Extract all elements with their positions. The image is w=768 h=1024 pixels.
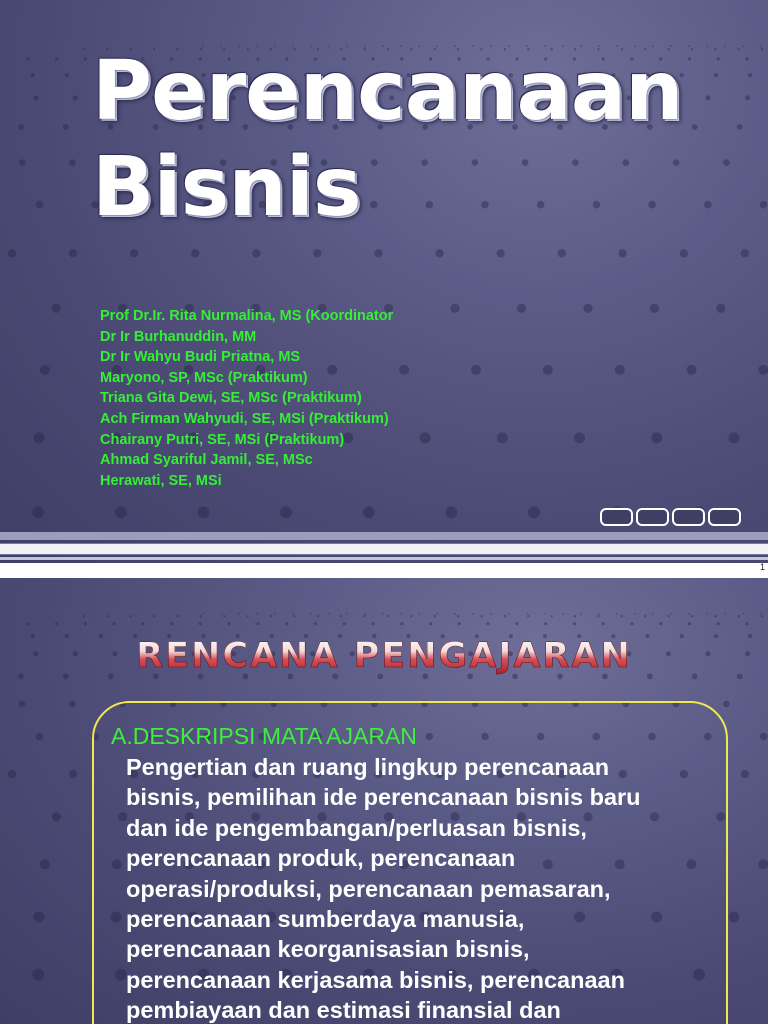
background-dot [450,304,459,313]
background-dot [328,613,330,615]
background-dot [55,622,58,625]
background-dot [738,48,740,50]
background-dot [26,622,29,625]
background-dot [650,304,659,313]
background-dot [40,859,50,869]
background-dot [704,201,712,209]
background-dot [32,969,44,981]
background-dot [293,615,295,617]
background-dot [544,622,547,625]
background-dot [364,613,366,615]
slide-nav-buttons [600,508,741,526]
background-dot [387,615,389,617]
background-dot [8,770,16,778]
background-dot [69,159,76,166]
background-dot [84,622,87,625]
description-line: perencanaan produk, perencanaan [126,845,516,872]
background-dot [36,733,44,741]
nav-button-3[interactable] [672,508,705,526]
background-dot [527,615,529,617]
description-line: perencanaan kerjasama bisnis, perencanaan [126,966,625,993]
background-dot [256,613,258,615]
background-dot [687,365,697,375]
background-dot [0,57,1,60]
author-item: Herawati, SE, MSi [100,472,222,489]
background-dot [619,249,627,257]
background-dot [371,622,374,625]
background-dot [363,506,375,518]
background-dot [223,615,225,617]
background-dot [0,622,1,625]
background-dot [435,249,443,257]
title-line-2: Bisnis [92,140,361,235]
background-dot [724,613,726,615]
background-dot [141,622,144,625]
background-dot [270,615,272,617]
background-dot [480,615,482,617]
section-heading: A.DESKRIPSI MATA AJARAN [111,723,417,749]
background-dot [73,95,78,100]
background-dot [597,615,599,617]
background-dot [200,615,202,617]
background-dot [106,615,108,617]
background-dot [528,506,540,518]
background-dot [252,249,260,257]
background-dot [199,622,202,625]
background-dot [583,304,592,313]
background-dot [400,622,403,625]
title-line-1: Perencanaan [92,44,683,139]
background-dot [652,613,654,615]
author-list [100,306,393,491]
background-dot [429,622,432,625]
background-dot [714,73,718,77]
author-item: Ach Firman Wahyudi, SE, MSi (Praktikum) [100,410,389,427]
background-dot [716,304,725,313]
background-dot [313,249,321,257]
background-dot [745,622,748,625]
description-line: perencanaan keorganisasian bisnis, [126,936,530,963]
background-dot [487,622,490,625]
background-dot [761,48,763,50]
background-dot [115,506,127,518]
background-dot [742,45,744,47]
nav-button-2[interactable] [636,508,669,526]
background-dot [340,615,342,617]
page-number: 1 [759,562,765,572]
background-dot [615,365,625,375]
background-dot [198,506,210,518]
background-dot [508,613,510,615]
background-dot [399,365,409,375]
background-dot [63,124,69,130]
background-dot [363,615,365,617]
author-item: Chairany Putri, SE, MSi (Praktikum) [100,431,345,448]
footer-band [0,543,768,555]
background-dot [0,73,1,77]
background-dot [256,622,259,625]
background-dot [32,506,44,518]
background-dot [113,622,116,625]
background-dot [544,613,546,615]
author-item: Dr Ir Wahyu Budi Priatna, MS [100,349,301,366]
background-dot [496,249,504,257]
background-dot [490,613,492,615]
background-dot [723,701,730,708]
background-dot [130,615,132,617]
background-dot [31,73,35,77]
background-dot [760,613,762,615]
background-dot [504,615,506,617]
background-dot [616,613,618,615]
background-dot [706,613,708,615]
background-dot [748,73,752,77]
background-dot [153,615,155,617]
background-dot [724,45,726,47]
background-dot [602,622,605,625]
background-dot [761,615,763,617]
background-dot [717,622,720,625]
background-dot [8,249,16,257]
background-dot [497,432,508,443]
background-dot [688,45,690,47]
description-line: bisnis, pemilihan ide perencanaan bisnis baru [126,784,641,811]
nav-button-4[interactable] [708,508,741,526]
background-dot [191,249,199,257]
description-text [126,752,726,1024]
background-dot [598,613,600,615]
background-dot [573,622,576,625]
background-dot [40,365,50,375]
background-dot [644,615,646,617]
description-line: Pengertian dan ruang lingkup perencanaan [126,754,610,780]
nav-button-1[interactable] [600,508,633,526]
background-dot [84,57,87,60]
background-dot [434,615,436,617]
background-dot [445,506,457,518]
background-dot [562,613,564,615]
background-dot [551,615,553,617]
background-dot [688,613,690,615]
background-dot [758,859,768,869]
background-dot [285,622,288,625]
background-dot [692,124,698,130]
description-line: dan ide pengembangan/perluasan bisnis, [126,814,587,841]
background-dot [69,770,77,778]
background-dot [19,701,26,708]
slide-title [92,44,683,236]
background-dot [238,613,240,615]
background-dot [742,613,744,615]
background-dot [410,615,412,617]
background-dot [420,432,431,443]
background-dot [741,249,749,257]
description-line: operasi/produksi, perencanaan pemasaran, [126,875,611,902]
background-dot [558,249,566,257]
background-dot [717,57,720,60]
footer-band [0,532,768,540]
background-dot [515,622,518,625]
background-dot [667,615,669,617]
author-item: Maryono, SP, MSc (Praktikum) [100,369,308,386]
background-dot [729,432,740,443]
background-dot [33,912,44,923]
background-dot [670,613,672,615]
background-dot [741,770,749,778]
background-dot [543,365,553,375]
background-dot [758,365,768,375]
content-slide [0,578,768,1024]
background-dot [274,613,276,615]
background-dot [52,812,61,821]
background-dot [55,57,58,60]
background-dot [659,622,662,625]
background-dot [69,701,76,708]
description-line: perencanaan sumberdaya manusia, [126,906,525,933]
background-dot [458,622,461,625]
background-dot [280,506,292,518]
background-dot [729,912,740,923]
background-dot [292,613,294,615]
background-dot [714,615,716,617]
background-dot [83,615,85,617]
background-dot [343,622,346,625]
author-item: Ahmad Syariful Jamil, SE, MSc [100,452,313,469]
background-dot [228,622,231,625]
background-dot [580,613,582,615]
background-dot [688,57,691,60]
background-dot [691,48,693,50]
footer-band [0,557,768,560]
background-dot [33,432,44,443]
background-dot [247,615,249,617]
background-dot [314,622,317,625]
background-dot [706,45,708,47]
description-line: pembiayaan dan estimasi finansial dan [126,997,561,1024]
background-dot [19,159,26,166]
author-item: Triana Gita Dewi, SE, MSc (Praktikum) [100,390,362,407]
background-dot [170,622,173,625]
background-dot [65,73,69,77]
background-dot [83,48,85,50]
background-dot [33,95,38,100]
background-dot [346,613,348,615]
background-dot [436,613,438,615]
background-dot [130,249,138,257]
background-dot [723,159,730,166]
background-dot [745,95,750,100]
background-dot [26,57,29,60]
author-item: Prof Dr.Ir. Rita Nurmalina, MS (Koordinator [100,308,394,324]
background-dot [737,124,743,130]
background-dot [634,613,636,615]
background-dot [760,201,768,209]
footer-band [0,563,768,576]
background-dot [691,615,693,617]
background-dot [472,613,474,615]
background-dot [400,613,402,615]
background-dot [714,48,716,50]
background-dot [471,365,481,375]
background-dot [574,432,585,443]
background-dot [651,432,662,443]
background-dot [688,622,691,625]
author-item: Dr Ir Burhanuddin, MM [100,328,257,345]
background-dot [574,615,576,617]
background-dot [382,613,384,615]
background-dot [680,249,688,257]
background-dot [454,613,456,615]
background-dot [220,613,222,615]
background-dot [745,57,748,60]
background-dot [18,124,24,130]
background-dot [176,615,178,617]
background-dot [760,733,768,741]
background-dot [69,249,77,257]
background-dot [317,615,319,617]
background-dot [621,615,623,617]
background-dot [457,615,459,617]
background-dot [738,615,740,617]
background-dot [202,613,204,615]
background-dot [310,613,312,615]
background-dot [52,304,61,313]
background-dot [526,613,528,615]
background-dot [517,304,526,313]
background-dot [630,622,633,625]
background-dot [418,613,420,615]
background-dot [760,45,762,47]
slide-title: RENCANA PENGAJARAN [0,636,768,676]
background-dot [36,201,44,209]
background-dot [706,95,711,100]
background-dot [374,249,382,257]
